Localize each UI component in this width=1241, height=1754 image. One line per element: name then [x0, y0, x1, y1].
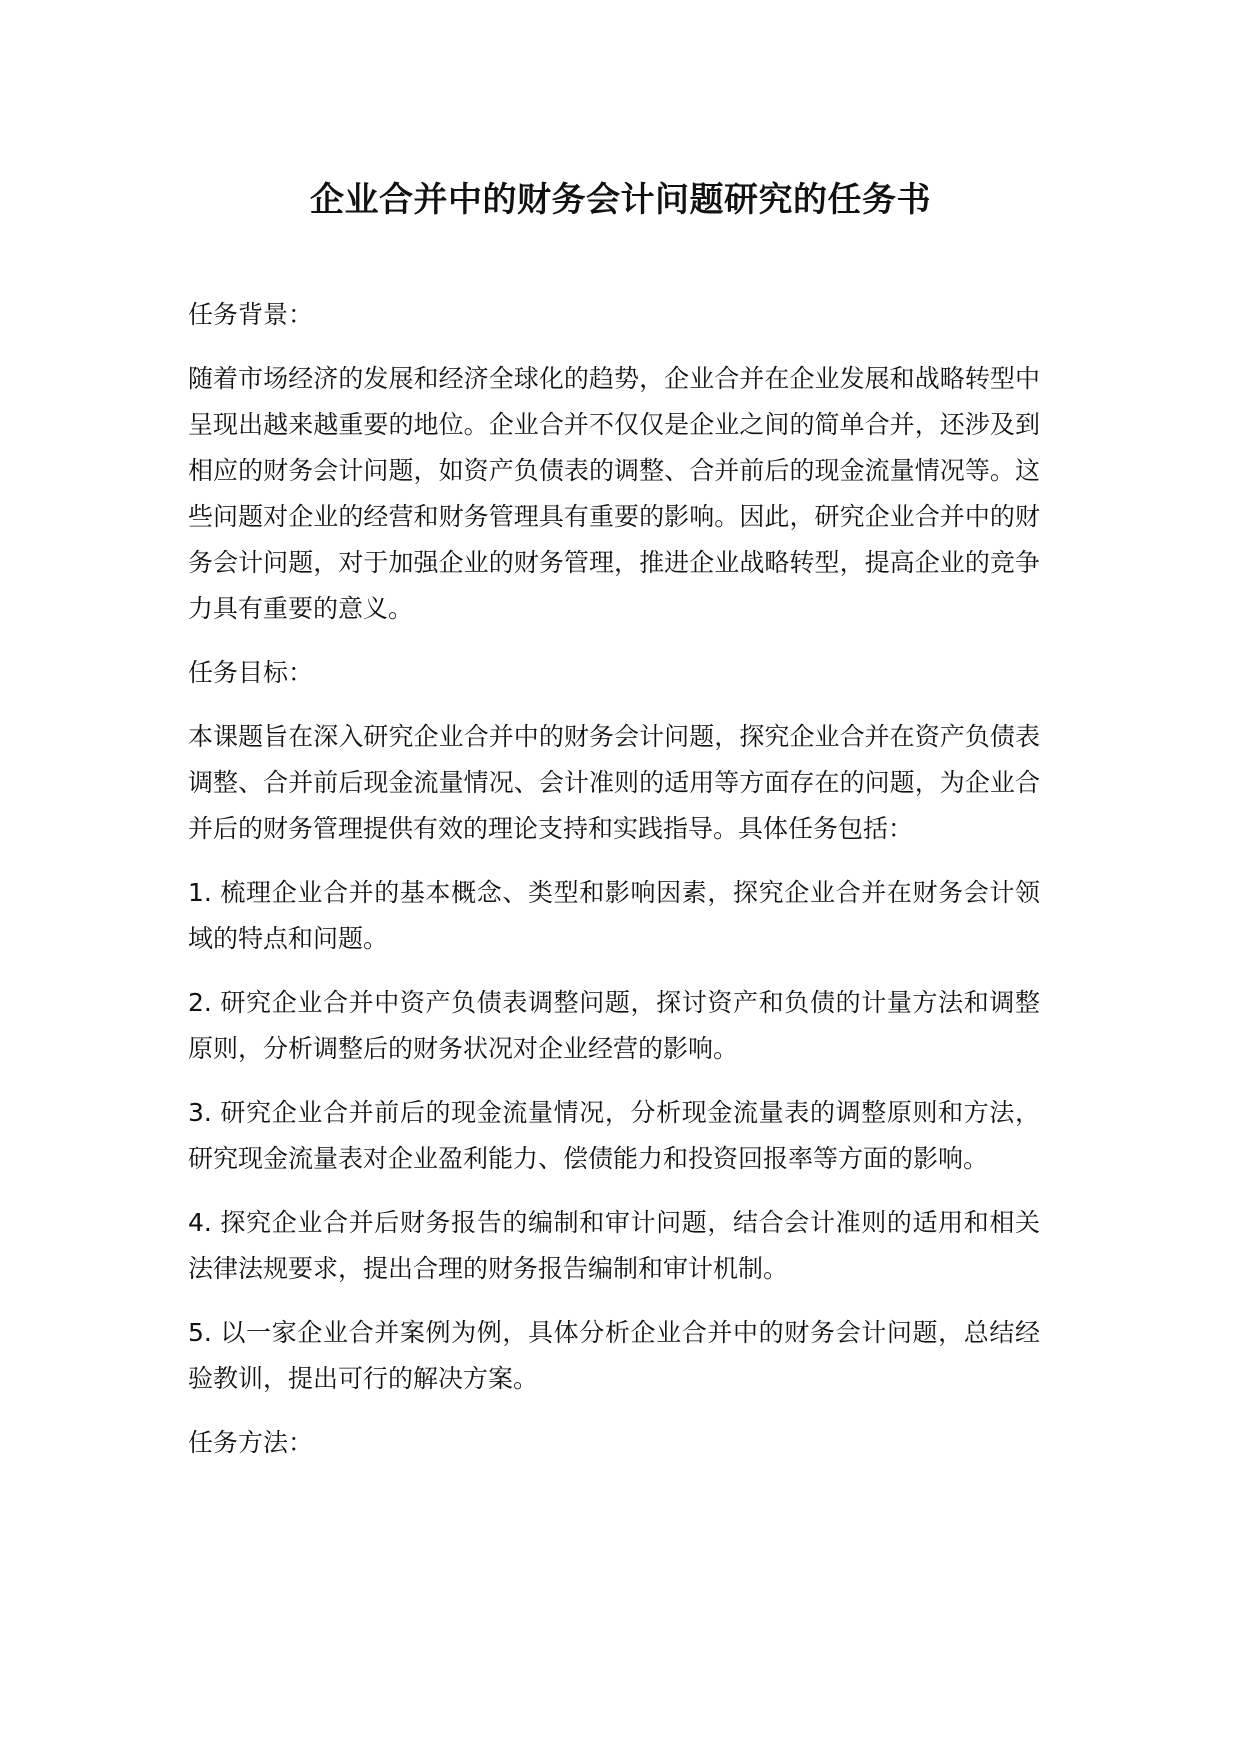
section-heading: 任务目标：	[188, 658, 314, 687]
list-item: 1. 梳理企业合并的基本概念、类型和影响因素，探究企业合并在财务会计领域的特点和问题。	[188, 878, 1040, 953]
section-heading: 任务背景：	[188, 300, 314, 329]
paragraph: 本课题旨在深入研究企业合并中的财务会计问题，探究企业合并在资产负债表调整、合并前后现金流量情况、会计准则的适用等方面存在的问题，为企业合并后的财务管理提供有效的理论支持和实践指导。具体任务包括：	[188, 722, 1040, 843]
document-title: 企业合并中的财务会计问题研究的任务书	[310, 180, 931, 220]
task-list	[188, 870, 1040, 1402]
paragraph: 随着市场经济的发展和经济全球化的趋势，企业合并在企业发展和战略转型中呈现出越来越重要的地位。企业合并不仅仅是企业之间的简单合并，还涉及到相应的财务会计问题，如资产负债表的调整、合并前后的现金流量情况等。这些问题对企业的经营和财务管理具有重要的影响。因此，研究企业合并中的财务会计问题，对于加强企业的财务管理，推进企业战略转型，提高企业的竞争力具有重要的意义。	[188, 364, 1040, 623]
list-item: 5. 以一家企业合并案例为例，具体分析企业合并中的财务会计问题，总结经验教训，提出可行的解决方案。	[188, 1318, 1040, 1393]
list-item: 2. 研究企业合并中资产负债表调整问题，探讨资产和负债的计量方法和调整原则，分析调整后的财务状况对企业经营的影响。	[188, 988, 1040, 1063]
document-body	[188, 292, 1040, 1484]
section-heading: 任务方法：	[188, 1428, 314, 1457]
section-methods	[188, 1420, 1040, 1466]
section-background	[188, 292, 1040, 632]
list-item: 3. 研究企业合并前后的现金流量情况，分析现金流量表的调整原则和方法，研究现金流量表对企业盈利能力、偿债能力和投资回报率等方面的影响。	[188, 1098, 1040, 1173]
list-item: 4. 探究企业合并后财务报告的编制和审计问题，结合会计准则的适用和相关法律法规要求，提出合理的财务报告编制和审计机制。	[188, 1208, 1040, 1283]
section-objectives	[188, 650, 1040, 1402]
